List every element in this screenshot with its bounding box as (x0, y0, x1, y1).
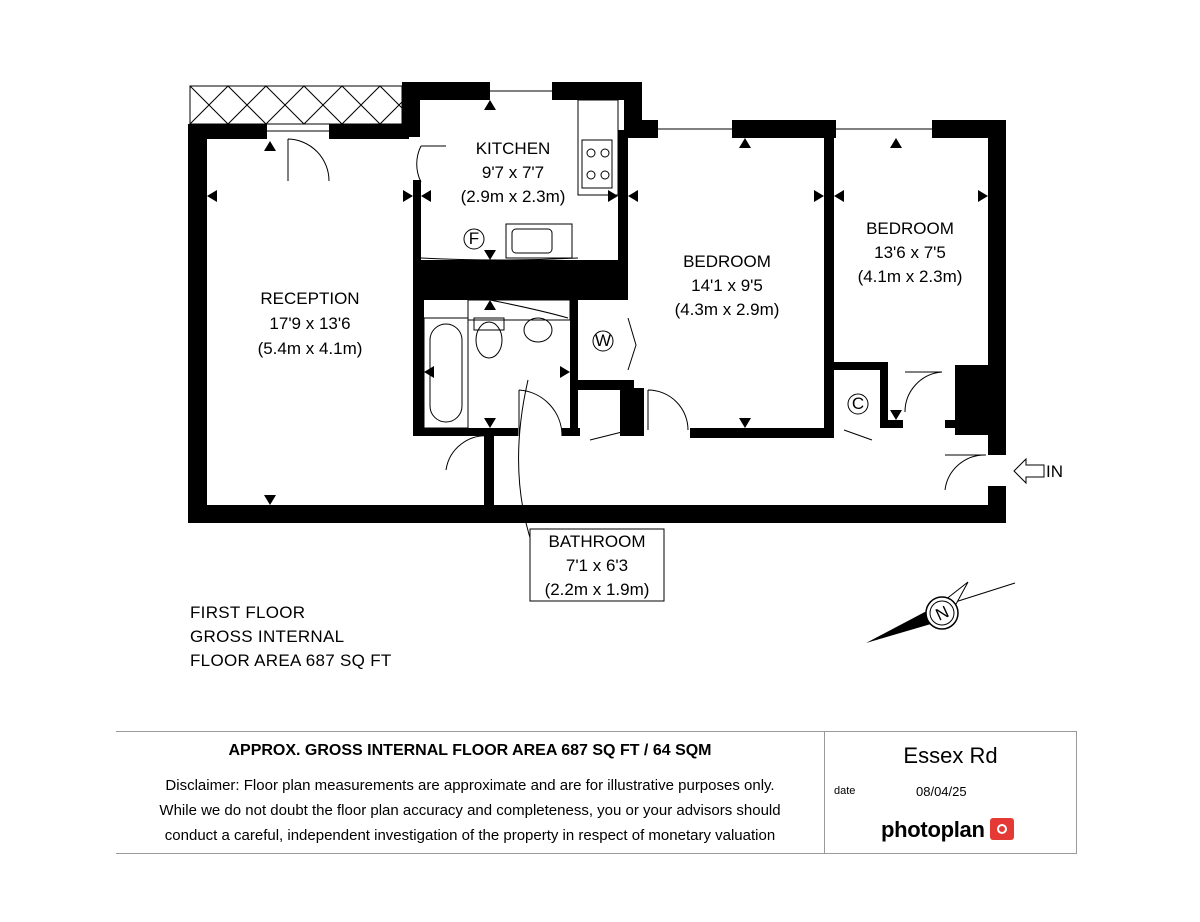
svg-text:F: F (468, 229, 480, 248)
reception-label (258, 289, 363, 358)
svg-text:BATHROOM: BATHROOM (548, 532, 646, 551)
camera-icon (990, 818, 1014, 840)
svg-text:BEDROOM: BEDROOM (866, 219, 954, 238)
svg-text:BEDROOM: BEDROOM (683, 252, 771, 271)
fridge-symbol (464, 229, 484, 249)
property-address: Essex Rd (903, 743, 998, 768)
disclaimer-line: Disclaimer: Floor plan measurements are approximate and are for illustrative purposes only. (165, 777, 775, 794)
balcony (190, 86, 402, 124)
svg-text:C: C (851, 394, 865, 413)
svg-text:13'6 x 7'5: 13'6 x 7'5 (874, 243, 946, 262)
svg-text:(5.4m x 4.1m): (5.4m x 4.1m) (257, 339, 363, 358)
svg-text:RECEPTION: RECEPTION (260, 289, 360, 308)
svg-text:W: W (594, 331, 612, 350)
bathroom-fittings (424, 300, 570, 428)
compass-letter: N (932, 602, 952, 625)
kitchen-label (461, 139, 566, 206)
svg-text:17'9 x 13'6: 17'9 x 13'6 (269, 314, 351, 333)
disclaimer-line: While we do not doubt the floor plan accuracy and completeness, you or your advisors should (159, 802, 781, 819)
svg-text:KITCHEN: KITCHEN (475, 139, 551, 158)
bedroom-2-label (858, 219, 963, 286)
area-heading: APPROX. GROSS INTERNAL FLOOR AREA 687 SQ FT / 64 SQM (228, 742, 712, 759)
svg-text:IN: IN (1046, 462, 1063, 481)
floor-note-line: FIRST FLOOR (190, 603, 306, 622)
entrance-marker (1014, 459, 1063, 483)
footer-border-right (1076, 732, 1077, 853)
date-label: date (834, 785, 856, 797)
svg-text:(2.2m x 1.9m): (2.2m x 1.9m) (544, 580, 650, 599)
footer-panel (116, 731, 1077, 854)
cupboard-symbol (848, 394, 868, 414)
bedroom-1-label (675, 252, 780, 319)
svg-text:14'1 x 9'5: 14'1 x 9'5 (691, 276, 763, 295)
svg-text:9'7 x 7'7: 9'7 x 7'7 (481, 163, 545, 182)
photoplan-logo (881, 817, 1014, 843)
svg-text:(4.1m x 2.3m): (4.1m x 2.3m) (857, 267, 963, 286)
disclaimer-line: conduct a careful, independent investigation of the property in respect of monetary valuation (164, 827, 776, 844)
svg-text:(4.3m x 2.9m): (4.3m x 2.9m) (674, 300, 780, 319)
date-value: 08/04/25 (916, 784, 967, 799)
compass (866, 582, 1015, 643)
washer-symbol (593, 331, 613, 351)
svg-text:(2.9m x 2.3m): (2.9m x 2.3m) (460, 187, 566, 206)
logo-text: photoplan (881, 817, 985, 842)
svg-text:7'1 x 6'3: 7'1 x 6'3 (565, 556, 629, 575)
disclaimer (116, 773, 824, 848)
floor-note-line: GROSS INTERNAL (190, 627, 345, 646)
floor-note-line: FLOOR AREA 687 SQ FT (190, 651, 392, 670)
